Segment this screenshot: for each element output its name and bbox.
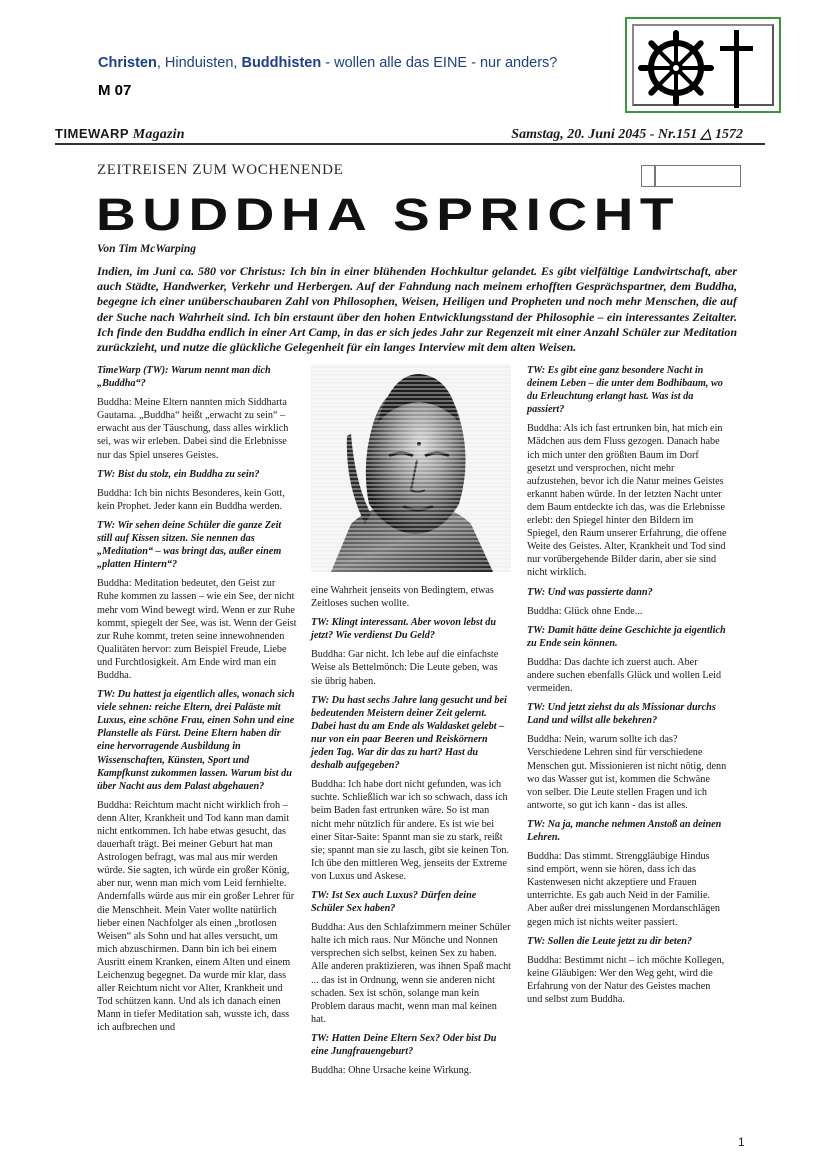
interview-question: TW: Na ja, manche nehmen Anstoß an deinen Lehren. (527, 818, 722, 843)
interview-question: TW: Sollen die Leute jetzt zu dir beten? (527, 935, 692, 947)
interview-answer: Buddha: Gar nicht. Ich lebe auf die einfachste Weise als Bettelmönch: Die Leute geben, was sie übrig haben. (311, 649, 499, 687)
interview-answer: Buddha: Als ich fast ertrunken bin, hat mich ein Mädchen aus dem Fluss gezogen. Danach habe ich mich unter den größten Baum im Dorf gesetzt und versprochen, nicht mehr aufzustehen, bevor ich die Natur meines Geistes erkannt haben würde. In der letzten Nacht unter dem Baum entdeckte ich das, was die Erlebnisse erlebt: den Spiegel hinter den Bildern im Spiegel, den Raum unserer Erfahrung, die offene Weite des Geistes. Alter, Krankheit und Tod sind nur vorübergehende Bilder darin, aber sie sind nicht wirklich. (527, 423, 727, 579)
buddha-statue-image (311, 364, 511, 572)
interview-answer: Buddha: Aus den Schlafzimmern meiner Schüler halte ich mich raus. Nur Mönche und Nonnen versprechen sich selbst, keinen Sex zu haben. Alle anderen praktizieren, was ihnen Spaß macht ... das ist in Ordnung, wenn sie anderen nicht schaden. Sex ist schön, solange man kein Problem daraus macht, wenn man mal keinen hat. (311, 922, 511, 1025)
cross-icon (720, 30, 753, 108)
worksheet-title-part-1: Christen (98, 55, 157, 71)
worksheet-title-part-4: - wollen alle das EINE - nur anders? (321, 55, 558, 71)
worksheet-title-part-3: Buddhisten (241, 55, 322, 71)
religion-logo (625, 17, 781, 113)
issue-date: Samstag, 20. Juni 2045 - Nr.151 △ 1572 (511, 127, 743, 142)
interview-question: TW: Wir sehen deine Schüler die ganze Zeit still auf Kissen sitzen. Sie nennen das „Meditation“ – was bringt das, außer einem „platten Hintern“? (97, 519, 282, 571)
interview-answer: Buddha: Ohne Ursache keine Wirkung. (311, 1065, 472, 1077)
article-lead: Indien, im Juni ca. 580 vor Christus: Ich bin in einer blühenden Hochkultur gelandet. Es gibt vielfältige Landwirtschaft, aber auch Städte, Handwerker, Verkehr und Herbergen. Auf der Fahndung nach meinem erhofften Gesprächspartner, dem Buddha, begegne ich einer unüberschaubaren Zahl von Philosophen, Weisen, Heiligen und Propheten und noch mehr Menschen, die auf der Suche nach Wahrheit sind. Ich bin erstaunt über den hohen Entwicklungsstand der Philosophie – ein interessantes Zeitalter. Ich finde den Buddha endlich in einer Art Camp, in das er sich jedes Jahr zur Regenzeit mit einer Anzahl Schüler zur Meditation zurückzieht, und nutze die glückliche Gelegenheit für ein langes Interview mit dem alten Weisen. (97, 264, 737, 355)
interview-column-2 (311, 584, 511, 1083)
interview-column-1 (97, 364, 299, 1041)
interview-answer: Buddha: Nein, warum sollte ich das? Verschiedene Lehren sind für verschiedene Menschen gut. Missionieren ist nicht nötig, denn wo das Wasser gut ist, kommen die Schwäne von selber. Die Leute stellen Fragen und ich antworte, so gut ich kann - das ist alles. (527, 734, 727, 811)
interview-answer: eine Wahrheit jenseits von Bedingtem, etwas Zeitloses suchen wollte. (311, 585, 494, 610)
interview-answer: Buddha: Meditation bedeutet, den Geist zur Ruhe kommen zu lassen – wie ein See, der nicht mehr vom Wind bewegt wird. Wenn er zur Ruhe kommt, spiegelt der See, was ist. Wenn der Geist zur Ruhe kommt, treten seine innewohnenden Qualitäten hervor: zum Beispiel Freude, Liebe und Furchtlosigkeit. Am Ende wird man ein Buddha. (97, 578, 297, 681)
article-kicker: ZEITREISEN ZUM WOCHENENDE (97, 162, 344, 178)
interview-answer: Buddha: Glück ohne Ende... (527, 605, 643, 617)
interview-question: TW: Klingt interessant. Aber wovon lebst du jetzt? Wie verdienst Du Geld? (311, 617, 497, 642)
interview-question: TW: Ist Sex auch Luxus? Dürfen deine Schüler Sex haben? (311, 889, 477, 915)
interview-answer: Buddha: Reichtum macht nicht wirklich froh – denn Alter, Krankheit und Tod kann man damit nicht entkommen. Ich habe etwas gesucht, das dauerhaft trägt. Bei meiner Geburt hat man Astrologen befragt, was mal aus mir werden würde. Sie sagten, ich würde ein großer König, aber nur, wenn man mich vom Leid fernhielte. Andernfalls würde aus mir ein großer Lehrer für die Menschheit. Mein Vater wollte natürlich lieber einen Nachfolger als einen „brotlosen Weisen“ als Sohn und hat alles versucht, um mich abzuschirmen. Dann bin ich bei einem Ausritt einem Kranken, einem Alten und einem Leichenzug begegnet. Da wurde mir klar, dass aller Reichtum nicht vor Alter, Krankheit und Tod schützen kann. Und als ich danach einen Mann in tiefer Meditation sah, wusste ich, dass ich aufbrechen und (97, 799, 295, 1034)
interview-question: TW: Und was passierte dann? (527, 586, 653, 598)
dharma-wheel-icon (641, 33, 711, 103)
interview-question: TW: Du hattest ja eigentlich alles, wonach sich viele sehnen: reiche Eltern, drei Paläste mit Luxus, eine schöne Frau, einen Sohn und eine Planstelle als Fürst. Deine Eltern haben dir eine hervorragende Ausbildung in Wissenschaften, Künsten, Sport und Kampfkunst zukommen lassen. Warum bist du über Nacht aus dem Palast abgehauen? (97, 689, 295, 792)
magazine-brand-suffix: Magazin (129, 127, 185, 142)
magazine-masthead (55, 126, 765, 142)
worksheet-title-part-2: , Hinduisten, (156, 55, 242, 71)
masthead-divider (55, 143, 765, 145)
interview-answer: Buddha: Das dachte ich zuerst auch. Aber andere suchen ebenfalls Glück und wollen Leid vermeiden. (527, 656, 722, 695)
interview-question: TW: Damit hätte deine Geschichte ja eigentlich zu Ende sein können. (527, 624, 726, 649)
interview-answer: Buddha: Ich habe dort nicht gefunden, was ich suchte. Schließlich war ich so schwach, dass ich beim Baden fast ertrunken wäre. So ist man nicht mehr nützlich für andere. Es ist wie bei einer Sitar-Saite: Spannt man sie zu stark, reißt sie; spannt man sie zu lasch, gibt sie keinen Ton. Ich übe den mittleren Weg, jenseits der Extreme von Luxus und Askese. (311, 779, 509, 882)
worksheet-title (98, 55, 557, 71)
interview-question: TW: Bist du stolz, ein Buddha zu sein? (97, 468, 260, 480)
interview-answer: Buddha: Bestimmt nicht – ich möchte Kollegen, keine Gläubigen: Wer den Weg geht, wird die Erfahrung von der Natur des Geistes machen und selbst zum Buddha. (527, 954, 725, 1006)
interview-question: TW: Und jetzt ziehst du als Missionar durchs Land und willst alle bekehren? (527, 702, 716, 727)
kicker-box-wide (655, 165, 741, 187)
kicker-box-small (641, 165, 655, 187)
interview-column-3 (527, 364, 727, 1012)
article-byline: Von Tim McWarping (97, 243, 197, 255)
interview-question: TW: Hatten Deine Eltern Sex? Oder bist Du eine Jungfrauengeburt? (311, 1032, 497, 1057)
interview-question: TimeWarp (TW): Warum nennt man dich „Buddha“? (97, 365, 271, 390)
worksheet-code: M 07 (98, 82, 132, 99)
interview-answer: Buddha: Das stimmt. Strenggläubige Hindus sind empört, wenn sie hören, dass ich das Kastenwesen nicht akzeptiere und Frauen unterrichte. Es gab auch Neid in der Familie. Aber außer drei misslungenen Mordanschlägen gegen mich ist nichts weiter passiert. (527, 851, 720, 928)
interview-answer: Buddha: Meine Eltern nannten mich Siddharta Gautama. „Buddha“ heißt „erwacht zu sein“ – erwacht aus der Täuschung, dass alles wirklich sei, was wir erleben. Dabei sind die Erlebnisse nur das Spiel unseres Geistes. (97, 397, 289, 461)
page-number: 1 (738, 1135, 745, 1149)
magazine-brand: TIMEWARP (55, 126, 130, 141)
interview-question: TW: Du hast sechs Jahre lang gesucht und bei bedeutenden Meistern deiner Zeit gelernt. Dabei hast du am Ende als Waldasket gelebt – nur von ein paar Beeren und Reiskörnern jeden Tag. War dir das zu hart? Hast du deshalb aufgegeben? (311, 694, 507, 772)
interview-question: TW: Es gibt eine ganz besondere Nacht in deinem Leben – die unter dem Bodhibaum, wo du Erleuchtung erlangt hast. Was ist da passiert? (527, 365, 723, 416)
article-headline: BUDDHA SPRICHT (96, 189, 680, 241)
magazine-name (55, 126, 185, 143)
interview-answer: Buddha: Ich bin nichts Besonderes, kein Gott, kein Prophet. Jeder kann ein Buddha werden. (97, 487, 285, 512)
